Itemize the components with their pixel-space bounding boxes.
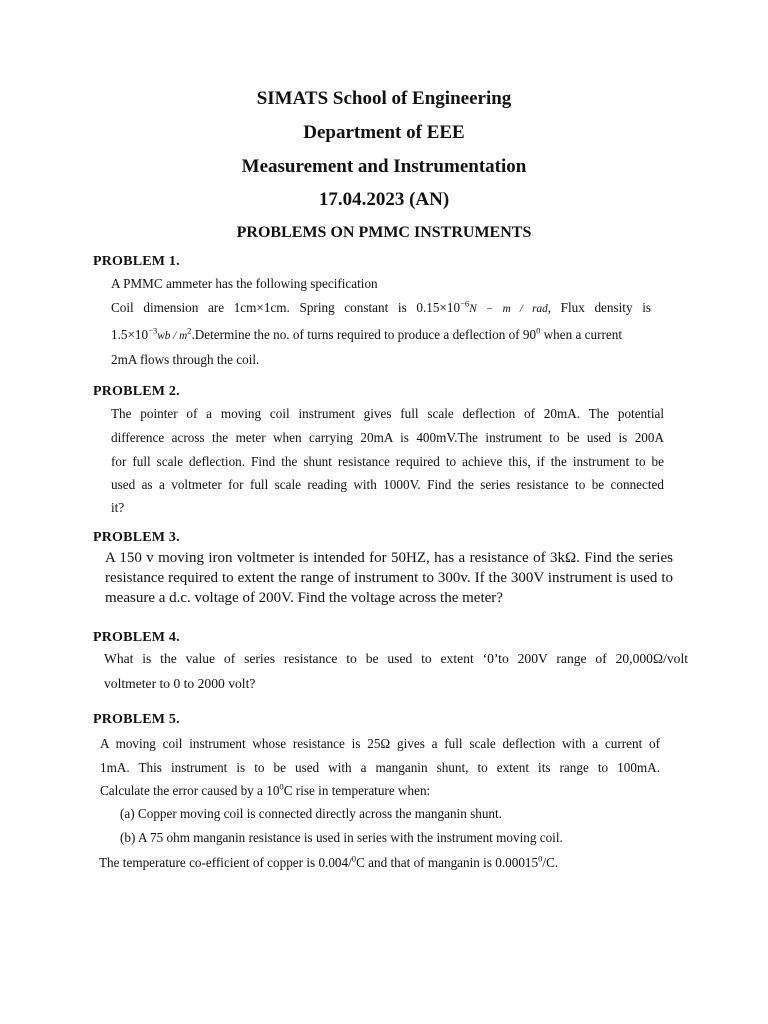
problem-1-line-1: A PMMC ammeter has the following specification (111, 276, 378, 291)
problem-5-line-1: A moving coil instrument whose resistance is 25Ω gives a full scale deflection with a current of (100, 736, 660, 751)
problem-4-title: PROBLEM 4. (93, 630, 180, 645)
school-name: SIMATS School of Engineering (256, 88, 512, 109)
problem-1-line-3: $1.5\times 10^{-3}wb$ / $m^2.Determine$ the no. of turns required to produce a deflection of $90^0$ when a current (111, 325, 623, 342)
problem-3-line-1: A 150 v moving iron voltmeter is intended for 50HZ, has a resistance of 3kΩ. Find the series (105, 550, 673, 566)
problem-1-line-2: Coil dimension are 1cm×1cm. Spring constant is $0.15\times 10^{-6}N - m$ / rad, Flux density is (111, 298, 652, 315)
problem-3-line-2: resistance required to extent the range of instrument to 300v. If the 300V instrument is used to (105, 570, 673, 586)
problem-2-line-4: used as a voltmeter for full scale reading with 1000V. Find the series resistance to be connected (111, 477, 664, 492)
problem-5-title: PROBLEM 5. (93, 712, 180, 727)
problem-1-line-4: 2mA flows through the coil. (111, 352, 260, 367)
problem-2-line-2: difference across the meter when carrying 20mA is 400mV.The instrument to be used is 200A (111, 430, 664, 445)
problem-3-title: PROBLEM 3. (93, 530, 180, 545)
problem-2-line-5: it? (111, 500, 125, 515)
problem-5-line-6: The temperature co-efficient of copper is 0.004/$^0$C and that of manganin is 0.00015$^0$/C. (99, 853, 559, 870)
problem-3-line-3: measure a d.c. voltage of 200V. Find the voltage across the meter? (105, 590, 503, 606)
department-name: Department of EEE (303, 122, 465, 143)
problem-4-line-1: What is the value of series resistance to be used to extent ‘0’to 200V range of 20,000Ω/volt (104, 651, 688, 666)
problem-5-item-b: (b) A 75 ohm manganin resistance is used in series with the instrument moving coil. (120, 830, 563, 845)
problem-5-line-2: 1mA. This instrument is to be used with a manganin shunt, to extent its range to 100mA. (100, 760, 660, 775)
problem-2-line-1: The pointer of a moving coil instrument gives full scale deflection of 20mA. The potential (111, 406, 664, 421)
problem-4-line-2: voltmeter to 0 to 2000 volt? (104, 676, 256, 691)
section-title: PROBLEMS ON PMMC INSTRUMENTS (236, 224, 532, 241)
course-title: Measurement and Instrumentation (241, 156, 527, 177)
exam-date: 17.04.2023 (AN) (318, 189, 450, 210)
problem-5-item-a: (a) Copper moving coil is connected directly across the manganin shunt. (120, 806, 502, 821)
problem-1-title: PROBLEM 1. (93, 254, 180, 269)
problem-2-title: PROBLEM 2. (93, 384, 180, 399)
problem-2-line-3: for full scale deflection. Find the shunt resistance required to achieve this, if the instrument to be (111, 454, 664, 469)
problem-5-line-3: Calculate the error caused by a $10^0C$ rise in temperature when: (100, 781, 431, 798)
